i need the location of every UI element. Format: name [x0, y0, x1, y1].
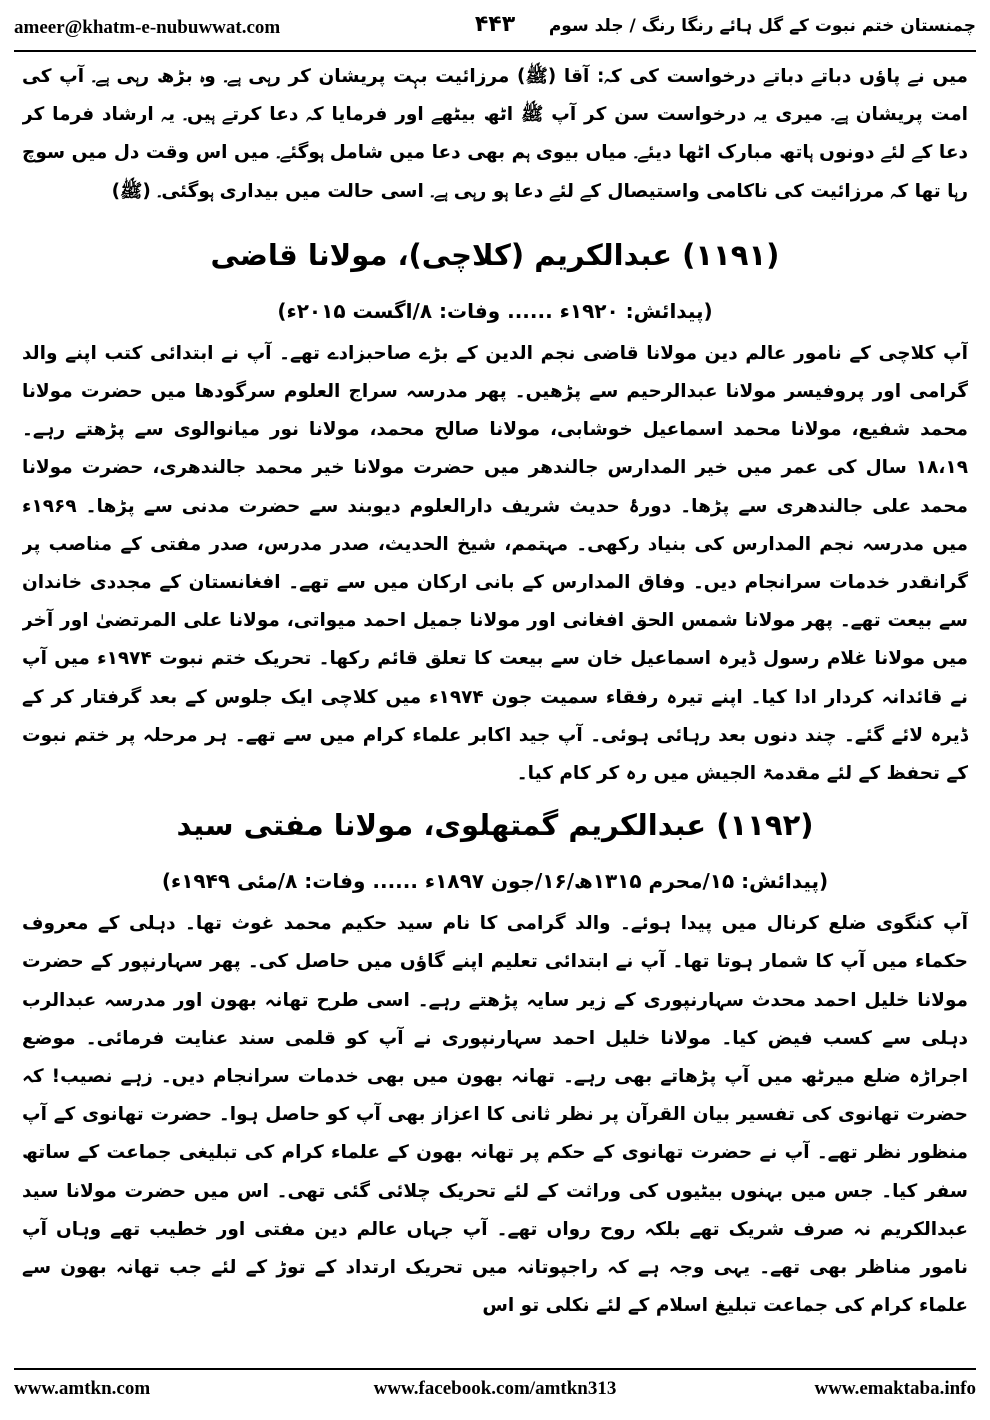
entry-paragraph-1191: آپ کلاچی کے نامور عالم دین مولانا قاضی نجم الدین کے بڑے صاحبزادے تھے۔ آپ نے ابتدائی کتب اپنے والد گرامی اور پروفیسر مولانا عبدالرحیم سے پڑھیں۔ پھر مدرسہ سراج العلوم سرگودھا میں حضرت مولانا محمد شفیع، مولانا محمد اسماعیل خوشابی، مولانا صالح محمد، مولانا نور میانوالوی سے پڑھتے رہے۔ ۱۸،۱۹ سال کی عمر میں خیر المدارس جالندھر میں حضرت مولانا خیر محمد جالندھری، حضرت مولانا محمد علی جالندھری سے پڑھا۔ دورۂ حدیث شریف دارالعلوم دیوبند سے حضرت مدنی سے پڑھا۔ ۱۹۶۹ء میں مدرسہ نجم المدارس کی بنیاد رکھی۔ مہتمم، شیخ الحدیث، صدر مدرس، صدر مفتی کے مناصب پر گرانقدر خدمات سرانجام دیں۔ وفاق المدارس کے بانی ارکان میں سے تھے۔ افغانستان کے مجددی خاندان سے بیعت تھے۔ پھر مولانا شمس الحق افغانی اور مولانا جمیل احمد میواتی، مولانا علی المرتضیٰ اور آخر میں مولانا غلام رسول ڈیرہ اسماعیل خان سے بیعت کا تعلق قائم رکھا۔ تحریک ختم نبوت ۱۹۷۴ء میں آپ نے قائدانہ کردار ادا کیا۔ اپنے تیرہ رفقاء سمیت جون ۱۹۷۴ء میں کلاچی ایک جلوس کے بعد گرفتار کر کے ڈیرہ لائے گئے۔ چند دنوں بعد رہائی ہوئی۔ آپ جید اکابر علماء کرام میں سے تھے۔ ہر مرحلہ پر ختم نبوت کے تحفظ کے لئے مقدمۃ الجیش میں رہ کر کام کیا۔	[22, 342, 968, 785]
entry-heading-1192: (۱۱۹۲) عبدالکریم گمتھلوی، مولانا مفتی سید	[176, 808, 814, 843]
header-divider	[14, 50, 976, 52]
entry-heading-1191: (۱۱۹۱) عبدالکریم (کلاچی)، مولانا قاضی	[210, 237, 780, 272]
footer-link-emaktaba[interactable]: www.emaktaba.info	[814, 1378, 976, 1399]
footer-link-amtkn[interactable]: www.amtkn.com	[14, 1378, 151, 1399]
intro-paragraph: میں نے پاؤں دباتے دباتے درخواست کی کہ: آقا (ﷺ) مرزائیت بہت پریشان کر رہی ہے۔ وہ بڑھ رہی ہے۔ آپ کی امت پریشان ہے۔ میری یہ درخواست سن کر آپ ﷺ اٹھ بیٹھے اور فرمایا کہ دعا کرتے ہیں۔ یہ ارشاد فرما کر دعا کے لئے دونوں ہاتھ مبارک اٹھا دیئے۔ میاں بیوی ہم بھی دعا میں شامل ہوگئے۔ میں اس وقت دل میں سوچ رہا تھا کہ مرزائیت کی ناکامی واستیصال کے لئے دعا ہو رہی ہے۔ اسی حالت میں بیداری ہوگئی۔ (ﷺ)	[22, 66, 968, 202]
page-content	[22, 58, 968, 1358]
page-header	[14, 8, 976, 48]
entry-dates-1191: (پیدائش: ۱۹۲۰ء ...... وفات: ۸/اگست ۲۰۱۵ء)	[277, 298, 713, 323]
entry-dates-1192: (پیدائش: ۱۵/محرم ۱۳۱۵ھ/۱۶/جون ۱۸۹۷ء ...... وفات: ۸/مئی ۱۹۴۹ء)	[161, 869, 829, 894]
footer-link-facebook[interactable]: www.facebook.com/amtkn313	[373, 1378, 617, 1399]
page-number: ۴۴۳	[474, 12, 516, 37]
page-footer	[14, 1378, 976, 1408]
spacer	[22, 211, 968, 223]
footer-divider	[14, 1368, 976, 1370]
header-email: ameer@khatm-e-nubuwwat.com	[14, 17, 281, 38]
book-title: چمنستان ختم نبوت کے گل ہائے رنگا رنگ / جلد سوم	[548, 16, 976, 36]
entry-paragraph-1192: آپ کنگوی ضلع کرنال میں پیدا ہوئے۔ والد گرامی کا نام سید حکیم محمد غوث تھا۔ دہلی کے معروف حکماء میں آپ کا شمار ہوتا تھا۔ آپ نے ابتدائی تعلیم اپنے گاؤں میں حاصل کی۔ پھر سہارنپور کے حضرت مولانا خلیل احمد محدث سہارنپوری کے زیر سایہ پڑھتے رہے۔ اسی طرح تھانہ بھون اور مدرسہ عبدالرب دہلی سے کسب فیض کیا۔ مولانا خلیل احمد سہارنپوری نے آپ کو قلمی سند عنایت فرمائی۔ موضع اجراڑہ ضلع میرٹھ میں آپ پڑھاتے بھی رہے۔ تھانہ بھون میں بھی خدمات سرانجام دیں۔ زہے نصیب! کہ حضرت تھانوی کی تفسیر بیان القرآن پر نظر ثانی کا اعزاز بھی آپ کو حاصل ہوا۔ حضرت تھانوی کے آپ منظور نظر تھے۔ آپ نے حضرت تھانوی کے حکم پر تھانہ بھون کے علماء کرام کی تبلیغی جماعت کے ساتھ سفر کیا۔ جس میں بہنوں بیٹیوں کی وراثت کے لئے تحریک چلائی گئی تھی۔ اس میں حضرت مولانا سید عبدالکریم نہ صرف شریک تھے بلکہ روح رواں تھے۔ آپ جہاں عالم دین مفتی اور خطیب تھے وہاں آپ نامور مناظر بھی تھے۔ یہی وجہ ہے کہ راجپوتانہ میں تحریک ارتداد کے توڑ کے لئے جب تھانہ بھون سے علماء کرام کی جماعت تبلیغ اسلام کے لئے نکلی تو اس	[22, 913, 968, 1317]
